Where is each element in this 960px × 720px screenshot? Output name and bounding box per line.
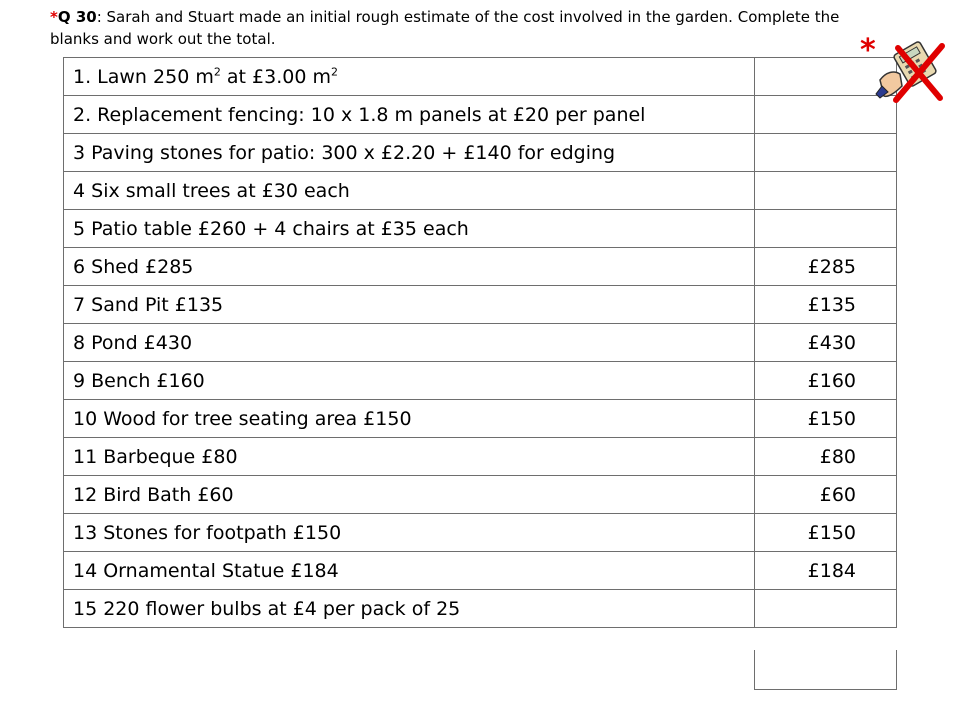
item-amount: £60 [755, 476, 897, 514]
item-amount: £285 [755, 248, 897, 286]
item-description: 8 Pond £430 [64, 324, 755, 362]
item-amount: £160 [755, 362, 897, 400]
item-description: 5 Patio table £260 + 4 chairs at £35 each [64, 210, 755, 248]
superscript: 2 [213, 65, 221, 79]
item-amount-blank[interactable] [755, 172, 897, 210]
item-amount-blank[interactable] [755, 134, 897, 172]
table-row [64, 552, 897, 590]
star-marker: * [50, 8, 58, 26]
table-row [64, 476, 897, 514]
item-amount: £80 [755, 438, 897, 476]
no-calculator-icon [858, 36, 948, 106]
item-description: 12 Bird Bath £60 [64, 476, 755, 514]
table-row [64, 324, 897, 362]
table-row [64, 210, 897, 248]
question-body: : Sarah and Stuart made an initial rough estimate of the cost involved in the garden. Complete the blanks and work out the total. [50, 8, 840, 48]
table-row [64, 172, 897, 210]
question-number: Q 30 [57, 8, 97, 26]
table-row [64, 438, 897, 476]
item-amount: £430 [755, 324, 897, 362]
item-description: 13 Stones for footpath £150 [64, 514, 755, 552]
item-description: 7 Sand Pit £135 [64, 286, 755, 324]
star-icon: * [860, 36, 876, 68]
item-amount: £135 [755, 286, 897, 324]
item-description: 9 Bench £160 [64, 362, 755, 400]
item-description: 6 Shed £285 [64, 248, 755, 286]
item-label: 1. Lawn 250 m [73, 65, 214, 88]
item-amount-blank[interactable] [755, 590, 897, 628]
table-row [64, 96, 897, 134]
item-description: 3 Paving stones for patio: 300 x £2.20 + £140 for edging [64, 134, 755, 172]
question-text [50, 6, 870, 50]
item-amount-blank[interactable] [755, 210, 897, 248]
superscript: 2 [330, 65, 338, 79]
table-row [64, 134, 897, 172]
item-amount: £184 [755, 552, 897, 590]
item-description [64, 58, 755, 96]
table-row [64, 286, 897, 324]
item-amount: £150 [755, 400, 897, 438]
table-row [64, 58, 897, 96]
total-blank[interactable] [754, 650, 897, 690]
item-description: 10 Wood for tree seating area £150 [64, 400, 755, 438]
item-description: 2. Replacement fencing: 10 x 1.8 m panels at £20 per panel [64, 96, 755, 134]
item-description: 15 220 flower bulbs at £4 per pack of 25 [64, 590, 755, 628]
item-label-cont: at £3.00 m [220, 65, 331, 88]
item-description: 14 Ornamental Statue £184 [64, 552, 755, 590]
item-amount: £150 [755, 514, 897, 552]
table-row [64, 514, 897, 552]
table-row [64, 590, 897, 628]
cost-table [63, 57, 897, 628]
item-description: 4 Six small trees at £30 each [64, 172, 755, 210]
table-row [64, 362, 897, 400]
item-description: 11 Barbeque £80 [64, 438, 755, 476]
table-row [64, 400, 897, 438]
table-row [64, 248, 897, 286]
